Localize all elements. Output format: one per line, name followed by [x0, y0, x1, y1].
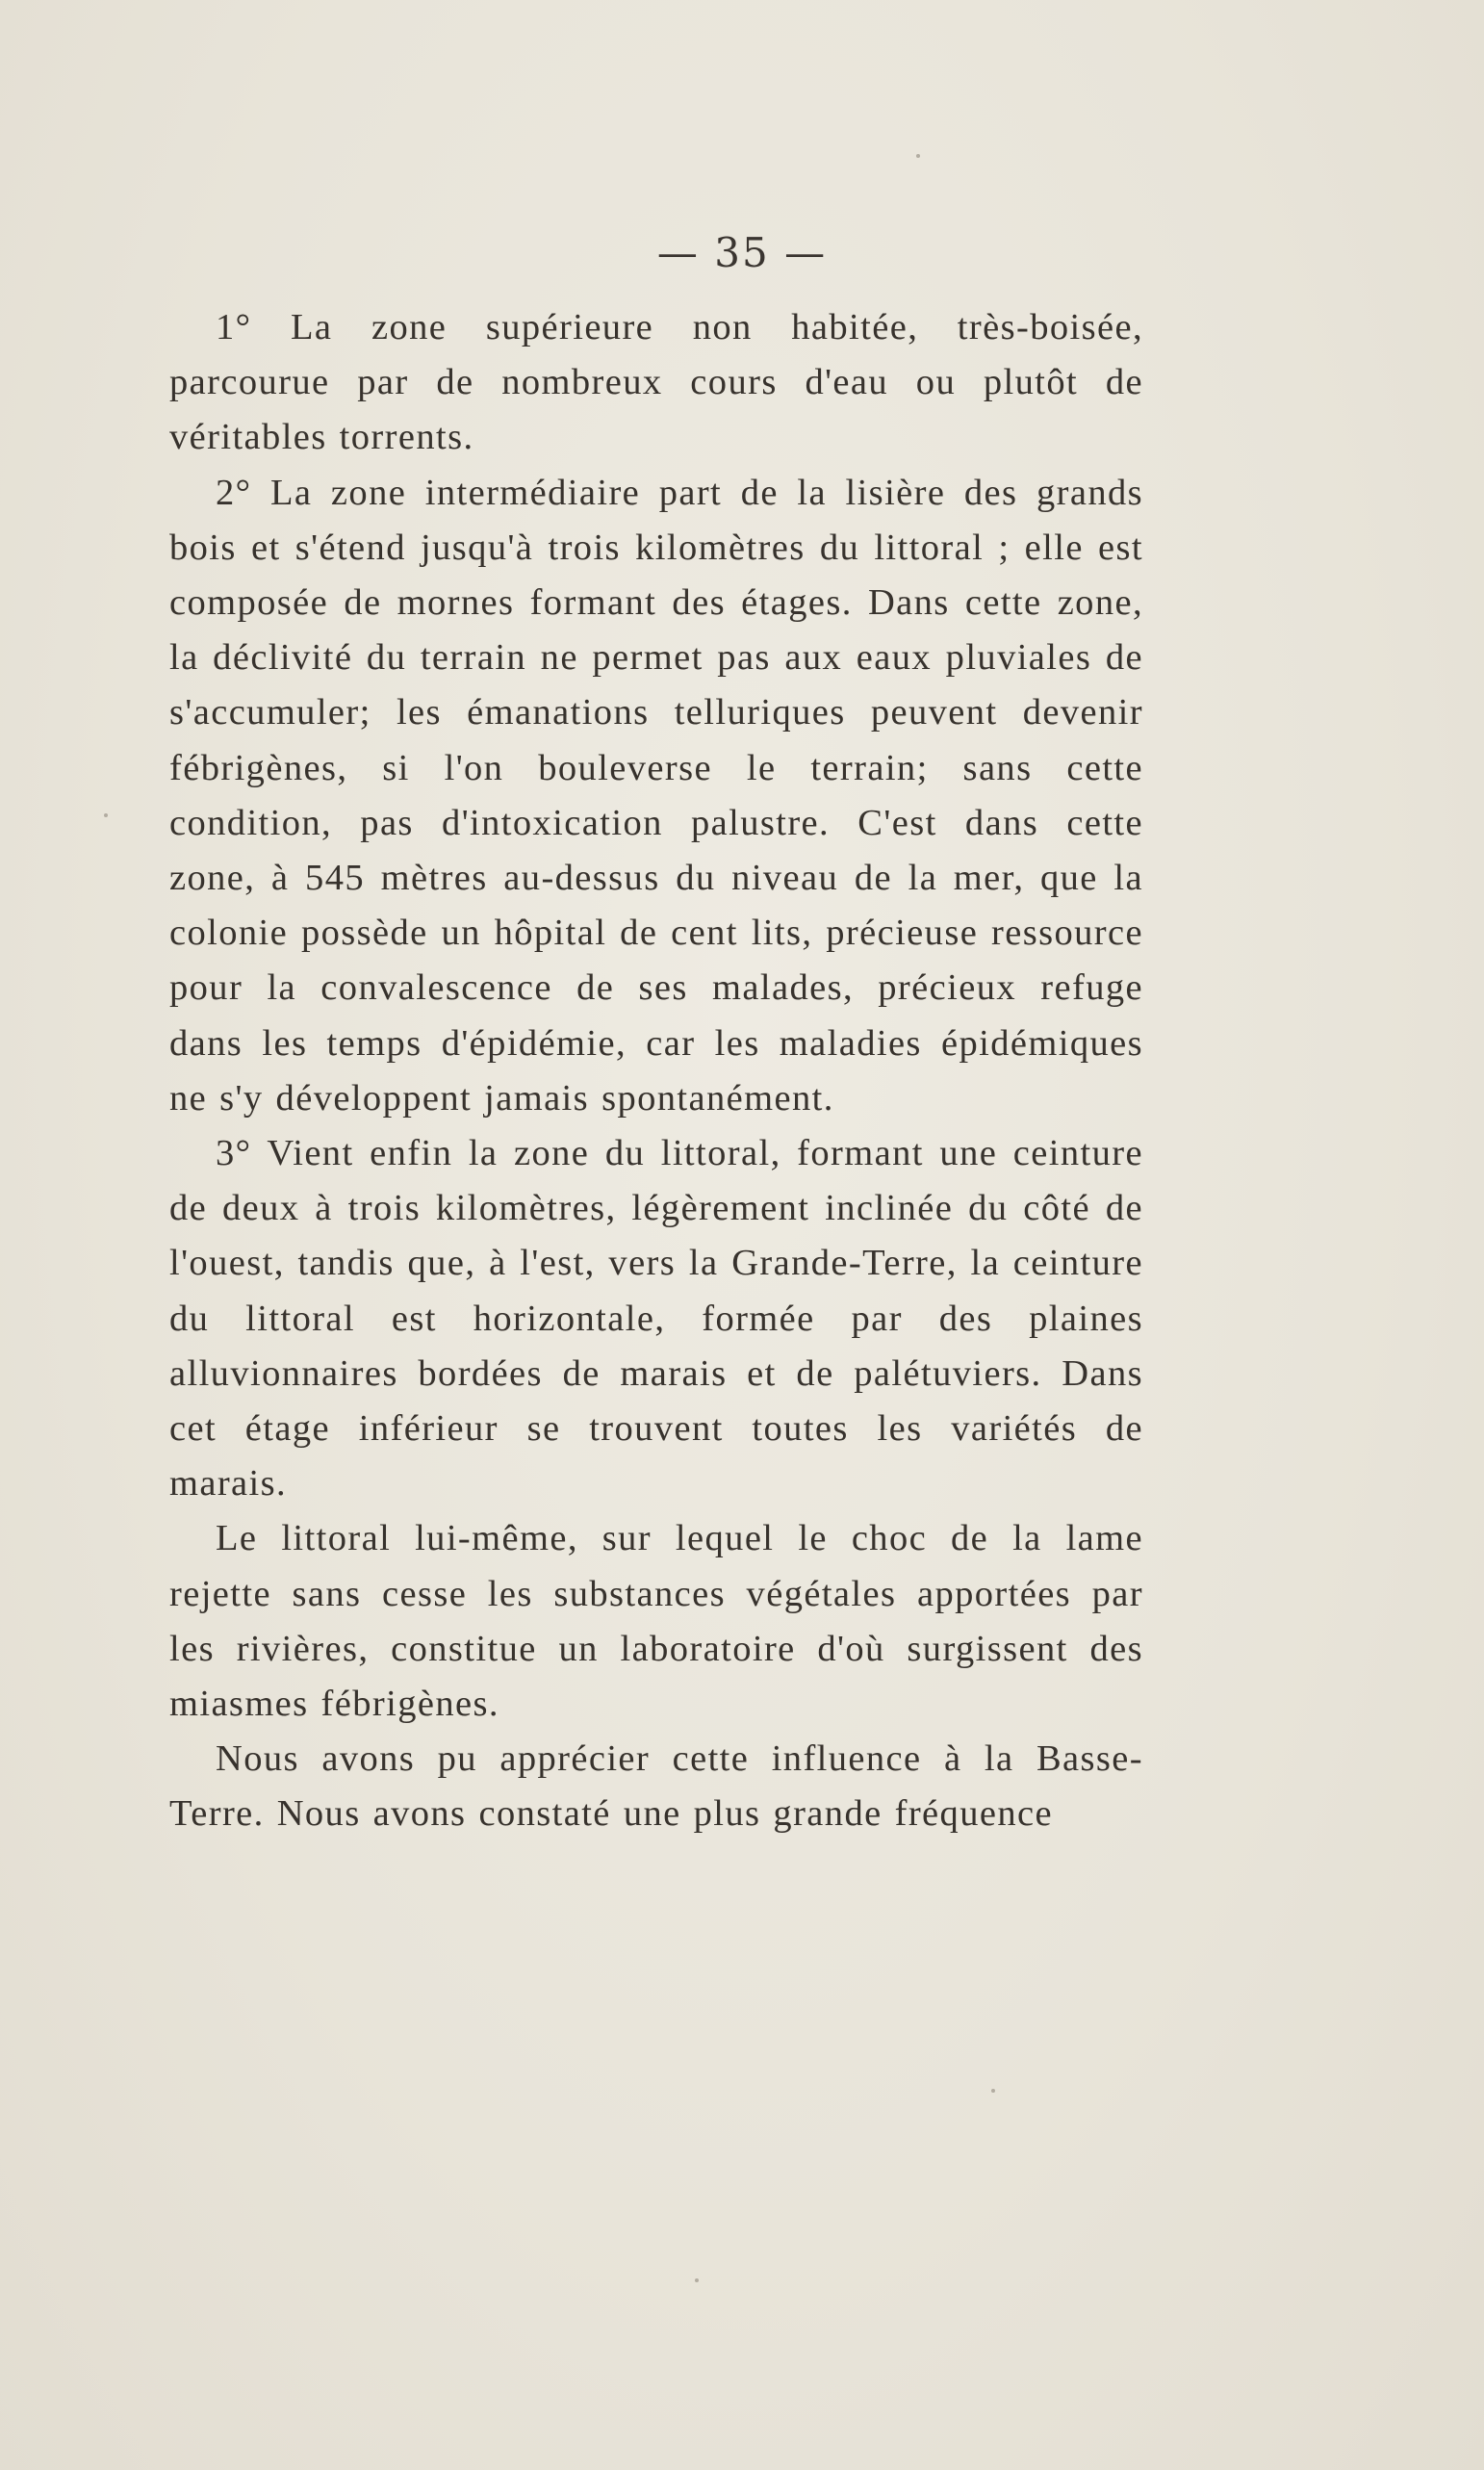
paper-speck	[991, 2089, 995, 2093]
paragraph-basse-terre: Nous avons pu apprécier cette influence à la Basse-Terre. Nous avons constaté une plus grande fréquence	[169, 1738, 1143, 1835]
body-text	[169, 300, 1143, 1842]
paper-speck	[695, 2278, 699, 2282]
paragraph-upper-zone: 1° La zone supérieure non habitée, très-boisée, parcourue par de nombreux cours d'eau ou plutôt de véritables torrents.	[169, 307, 1143, 458]
paragraph-littoral-zone: 3° Vient enfin la zone du littoral, formant une ceinture de deux à trois kilomètres, légèrement inclinée du côté de l'ouest, tandis que, à l'est, vers la Grande-Terre, la ceinture du littoral est horizontale, formée par des plaines alluvionnaires bordées de marais et de palétuviers. Dans cet étage inférieur se trouvent toutes les variétés de marais.	[169, 1133, 1143, 1505]
paragraph-littoral-itself: Le littoral lui-même, sur lequel le choc de la lame rejette sans cesse les substances végétales apportées par les rivières, constitue un laboratoire d'où surgissent des miasmes fébrigènes.	[169, 1518, 1143, 1725]
page-number: — 35 —	[656, 229, 828, 276]
paper-speck	[104, 813, 108, 817]
paragraph-intermediate-zone: 2° La zone intermédiaire part de la lisière des grands bois et s'étend jusqu'à trois kilomètres du littoral ; elle est composée de mornes formant des étages. Dans cette zone, la déclivité du terrain ne permet pas aux eaux pluviales de s'accumuler; les émanations telluriques peuvent devenir fébrigènes, si l'on bouleverse le terrain; sans cette condition, pas d'intoxication palustre. C'est dans cette zone, à 545 mètres au-dessus du niveau de la mer, que la colonie possède un hôpital de cent lits, précieuse ressource pour la convalescence de ses malades, précieux refuge dans les temps d'épidémie, car les maladies épidémiques ne s'y développent jamais spontanément.	[169, 472, 1143, 1119]
paper-speck	[916, 154, 920, 158]
